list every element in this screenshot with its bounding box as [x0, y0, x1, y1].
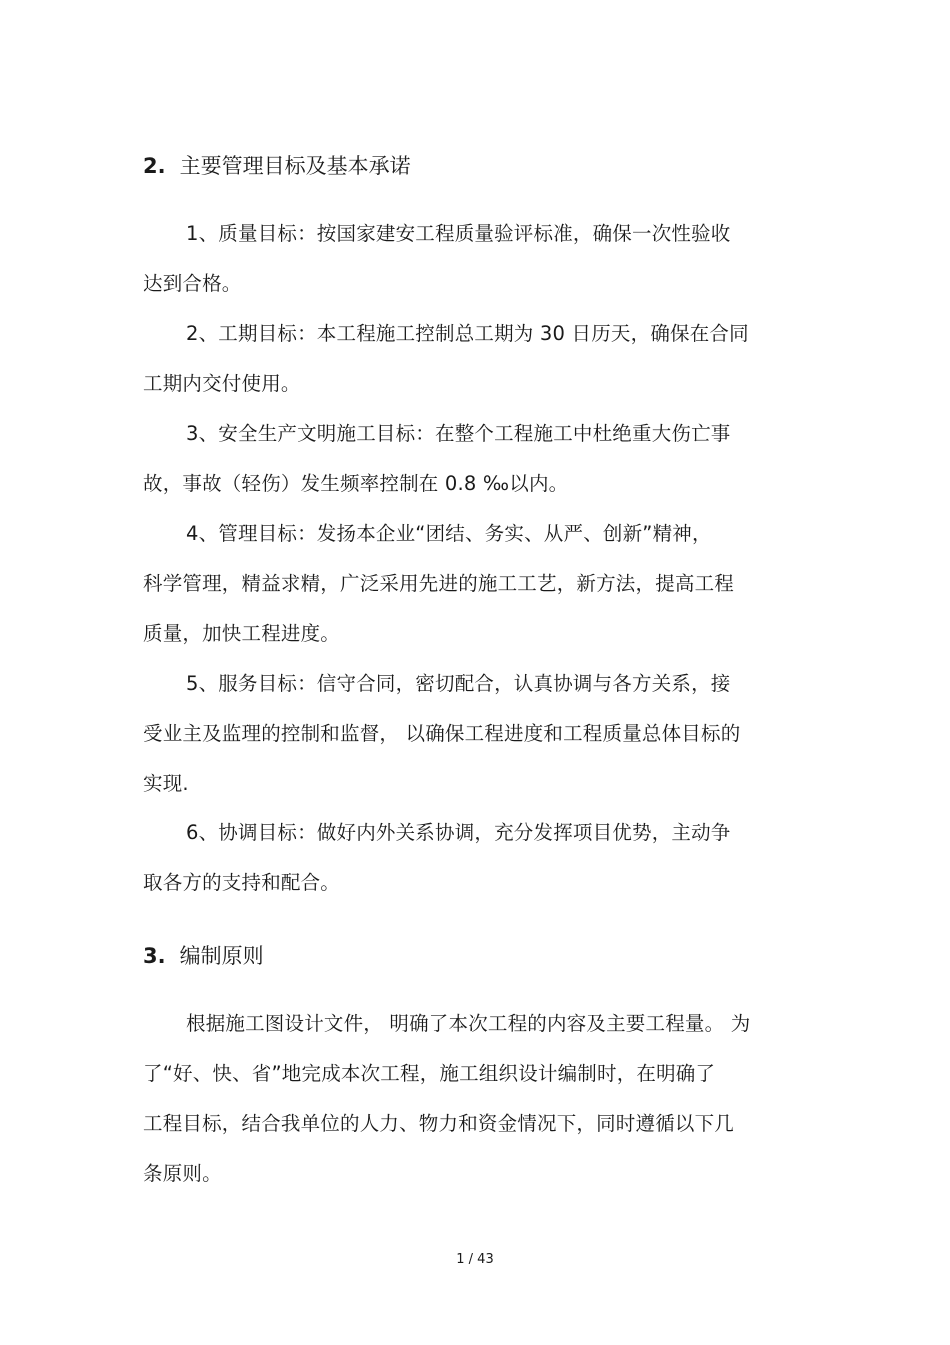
paragraph-line: 条原则。 [143, 1162, 222, 1185]
paragraph-line: 2、工期目标：本工程施工控制总工期为 30 日历天，确保在合同 [186, 322, 749, 345]
section-number: 3. [143, 944, 166, 968]
paragraph-line: 取各方的支持和配合。 [143, 871, 341, 894]
paragraph-line: 受业主及监理的控制和监督， 以确保工程进度和工程质量总体目标的 [143, 722, 741, 745]
paragraph-line: 5、服务目标：信守合同，密切配合，认真协调与各方关系，接 [186, 672, 731, 695]
paragraph-line: 质量，加快工程进度。 [143, 622, 341, 645]
paragraph-line: 工期内交付使用。 [143, 372, 301, 395]
paragraph-line: 3、安全生产文明施工目标：在整个工程施工中杜绝重大伤亡事 [186, 422, 731, 445]
paragraph-line: 科学管理，精益求精，广泛采用先进的施工工艺，新方法，提高工程 [143, 572, 735, 595]
section-title: 编制原则 [179, 944, 264, 968]
page-indicator: 1 / 43 [456, 1252, 494, 1267]
paragraph-line: 了“好、快、省”地完成本次工程，施工组织设计编制时，在明确了 [143, 1062, 716, 1085]
section-number: 2. [143, 154, 166, 178]
paragraph-line: 4、管理目标：发扬本企业“团结、务实、从严、创新”精神， [186, 522, 712, 545]
section-heading [143, 941, 264, 971]
paragraph-line: 工程目标，结合我单位的人力、物力和资金情况下，同时遵循以下几 [143, 1112, 735, 1135]
paragraph-line: 根据施工图设计文件， 明确了本次工程的内容及主要工程量。 为 [186, 1012, 751, 1035]
paragraph-line: 达到合格。 [143, 272, 242, 295]
paragraph-line: 1、质量目标：按国家建安工程质量验评标准，确保一次性验收 [186, 222, 731, 245]
section-heading [143, 151, 411, 181]
section-title: 主要管理目标及基本承诺 [179, 154, 411, 178]
paragraph-line: 6、协调目标：做好内外关系协调，充分发挥项目优势，主动争 [186, 821, 731, 844]
paragraph-line: 故，事故（轻伤）发生频率控制在 0.8 ‰以内。 [143, 472, 569, 495]
paragraph-line: 实现. [143, 772, 189, 795]
